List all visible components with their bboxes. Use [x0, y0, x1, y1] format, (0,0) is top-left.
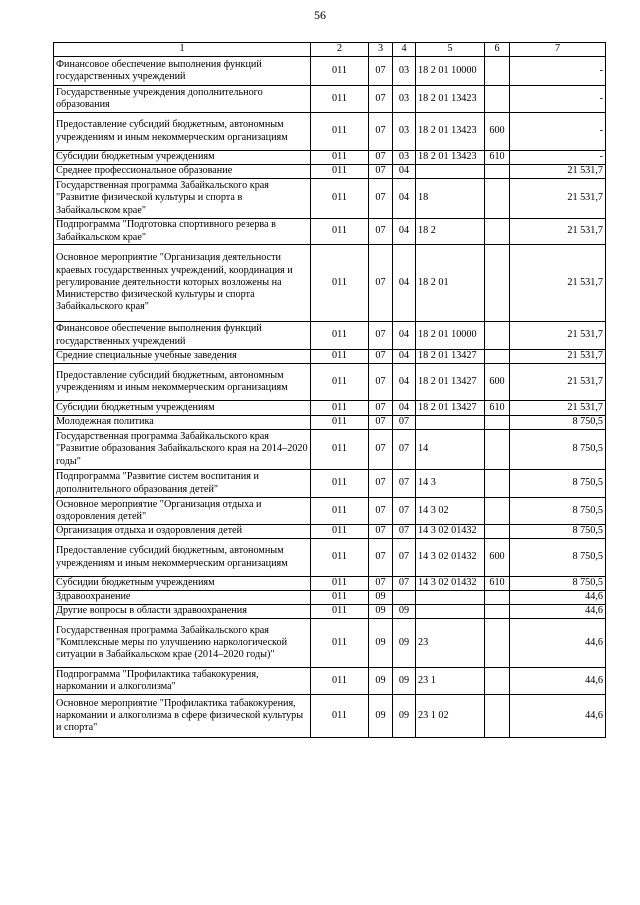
- code-col6-cell: [485, 591, 510, 605]
- column-header: 1: [54, 43, 311, 57]
- table-row: [54, 591, 606, 605]
- code-col4-cell: 03: [393, 113, 416, 151]
- row-name-cell: Финансовое обеспечение выполнения функций государственных учреждений: [54, 322, 311, 350]
- code-col3-cell: 07: [369, 470, 393, 498]
- code-col3-cell: 07: [369, 165, 393, 179]
- amount-cell: 21 531,7: [510, 219, 606, 245]
- code-col3-cell: 07: [369, 430, 393, 470]
- code-col6-cell: [485, 86, 510, 113]
- code-col4-cell: 07: [393, 539, 416, 577]
- code-col2-cell: 011: [311, 364, 369, 401]
- code-col3-cell: 09: [369, 605, 393, 619]
- amount-cell: -: [510, 113, 606, 151]
- code-col5-cell: 23: [416, 619, 485, 668]
- table-row: [54, 470, 606, 498]
- amount-cell: 8 750,5: [510, 470, 606, 498]
- code-col5-cell: 18 2 01 13423: [416, 113, 485, 151]
- code-col2-cell: 011: [311, 151, 369, 165]
- amount-cell: 21 531,7: [510, 165, 606, 179]
- code-col4-cell: 04: [393, 350, 416, 364]
- row-name-cell: Основное мероприятие "Организация деятельности краевых государственных учреждений, координация и регулирование деятельности которых возложены на Министерство физической культуры и спорта Забайкальского края": [54, 245, 311, 322]
- table-row: [54, 219, 606, 245]
- table-row: [54, 619, 606, 668]
- code-col2-cell: 011: [311, 695, 369, 738]
- code-col5-cell: 18 2 01 10000: [416, 57, 485, 86]
- table-row: [54, 430, 606, 470]
- code-col2-cell: 011: [311, 539, 369, 577]
- amount-cell: 44,6: [510, 591, 606, 605]
- amount-cell: 44,6: [510, 619, 606, 668]
- code-col4-cell: 03: [393, 151, 416, 165]
- code-col5-cell: 18 2 01 13427: [416, 350, 485, 364]
- code-col4-cell: 04: [393, 364, 416, 401]
- column-header: 7: [510, 43, 606, 57]
- code-col3-cell: 07: [369, 416, 393, 430]
- code-col5-cell: 14 3 02 01432: [416, 577, 485, 591]
- code-col4-cell: 04: [393, 165, 416, 179]
- code-col6-cell: 600: [485, 539, 510, 577]
- code-col4-cell: 07: [393, 577, 416, 591]
- code-col2-cell: 011: [311, 619, 369, 668]
- table-row: [54, 416, 606, 430]
- code-col3-cell: 07: [369, 151, 393, 165]
- code-col6-cell: [485, 57, 510, 86]
- table-row: [54, 350, 606, 364]
- code-col3-cell: 07: [369, 350, 393, 364]
- code-col4-cell: 09: [393, 619, 416, 668]
- code-col2-cell: 011: [311, 605, 369, 619]
- code-col6-cell: [485, 619, 510, 668]
- table-row: [54, 401, 606, 416]
- code-col6-cell: [485, 430, 510, 470]
- code-col2-cell: 011: [311, 525, 369, 539]
- amount-cell: 8 750,5: [510, 525, 606, 539]
- code-col6-cell: [485, 470, 510, 498]
- amount-cell: -: [510, 57, 606, 86]
- code-col3-cell: 09: [369, 695, 393, 738]
- row-name-cell: Подпрограмма "Подготовка спортивного резерва в Забайкальском крае": [54, 219, 311, 245]
- code-col2-cell: 011: [311, 470, 369, 498]
- row-name-cell: Основное мероприятие "Организация отдыха и оздоровления детей": [54, 498, 311, 525]
- code-col2-cell: 011: [311, 113, 369, 151]
- row-name-cell: Субсидии бюджетным учреждениям: [54, 577, 311, 591]
- code-col3-cell: 09: [369, 591, 393, 605]
- code-col2-cell: 011: [311, 165, 369, 179]
- table-row: [54, 605, 606, 619]
- row-name-cell: Финансовое обеспечение выполнения функций государственных учреждений: [54, 57, 311, 86]
- row-name-cell: Подпрограмма "Развитие систем воспитания и дополнительного образования детей": [54, 470, 311, 498]
- code-col3-cell: 07: [369, 577, 393, 591]
- code-col4-cell: 07: [393, 525, 416, 539]
- row-name-cell: Государственная программа Забайкальского края "Развитие физической культуры и спорта в Забайкальском крае": [54, 179, 311, 219]
- row-name-cell: Среднее профессиональное образование: [54, 165, 311, 179]
- code-col4-cell: 03: [393, 57, 416, 86]
- code-col5-cell: 14 3 02 01432: [416, 539, 485, 577]
- code-col6-cell: 610: [485, 151, 510, 165]
- table-row: [54, 86, 606, 113]
- row-name-cell: Предоставление субсидий бюджетным, автономным учреждениям и иным некоммерческим организациям: [54, 364, 311, 401]
- amount-cell: 44,6: [510, 695, 606, 738]
- code-col3-cell: 07: [369, 539, 393, 577]
- table-row: [54, 245, 606, 322]
- code-col2-cell: 011: [311, 401, 369, 416]
- column-header: 3: [369, 43, 393, 57]
- code-col5-cell: [416, 591, 485, 605]
- code-col3-cell: 07: [369, 57, 393, 86]
- code-col6-cell: [485, 219, 510, 245]
- code-col4-cell: 04: [393, 245, 416, 322]
- code-col6-cell: [485, 498, 510, 525]
- code-col5-cell: [416, 416, 485, 430]
- amount-cell: -: [510, 151, 606, 165]
- table-row: [54, 525, 606, 539]
- code-col6-cell: [485, 668, 510, 695]
- code-col2-cell: 011: [311, 416, 369, 430]
- code-col6-cell: [485, 165, 510, 179]
- table-row: [54, 165, 606, 179]
- code-col5-cell: 18 2 01 10000: [416, 322, 485, 350]
- code-col4-cell: 07: [393, 416, 416, 430]
- column-header: 6: [485, 43, 510, 57]
- code-col4-cell: 09: [393, 695, 416, 738]
- row-name-cell: Здравоохранение: [54, 591, 311, 605]
- code-col3-cell: 07: [369, 364, 393, 401]
- code-col2-cell: 011: [311, 219, 369, 245]
- row-name-cell: Молодежная политика: [54, 416, 311, 430]
- code-col2-cell: 011: [311, 179, 369, 219]
- code-col3-cell: 09: [369, 619, 393, 668]
- code-col3-cell: 09: [369, 668, 393, 695]
- row-name-cell: Основное мероприятие "Профилактика табакокурения, наркомании и алкоголизма в сфере физической культуры и спорта": [54, 695, 311, 738]
- budget-table: [53, 42, 606, 738]
- code-col4-cell: 04: [393, 401, 416, 416]
- code-col5-cell: [416, 165, 485, 179]
- code-col6-cell: 610: [485, 401, 510, 416]
- code-col4-cell: 04: [393, 219, 416, 245]
- table-header-row: [54, 43, 606, 57]
- table-row: [54, 151, 606, 165]
- row-name-cell: Предоставление субсидий бюджетным, автономным учреждениям и иным некоммерческим организациям: [54, 113, 311, 151]
- code-col3-cell: 07: [369, 219, 393, 245]
- table-row: [54, 668, 606, 695]
- table-row: [54, 577, 606, 591]
- code-col2-cell: 011: [311, 668, 369, 695]
- code-col5-cell: 18 2 01: [416, 245, 485, 322]
- amount-cell: 21 531,7: [510, 401, 606, 416]
- code-col3-cell: 07: [369, 86, 393, 113]
- row-name-cell: Предоставление субсидий бюджетным, автономным учреждениям и иным некоммерческим организациям: [54, 539, 311, 577]
- code-col4-cell: 07: [393, 470, 416, 498]
- code-col3-cell: 07: [369, 525, 393, 539]
- code-col2-cell: 011: [311, 498, 369, 525]
- code-col4-cell: 07: [393, 430, 416, 470]
- code-col6-cell: [485, 350, 510, 364]
- code-col6-cell: [485, 525, 510, 539]
- code-col6-cell: 610: [485, 577, 510, 591]
- code-col3-cell: 07: [369, 179, 393, 219]
- table-row: [54, 113, 606, 151]
- code-col2-cell: 011: [311, 350, 369, 364]
- code-col5-cell: 14 3: [416, 470, 485, 498]
- column-header: 2: [311, 43, 369, 57]
- code-col4-cell: 09: [393, 668, 416, 695]
- amount-cell: 8 750,5: [510, 539, 606, 577]
- row-name-cell: Средние специальные учебные заведения: [54, 350, 311, 364]
- code-col2-cell: 011: [311, 577, 369, 591]
- code-col4-cell: 04: [393, 179, 416, 219]
- code-col4-cell: 09: [393, 605, 416, 619]
- table-row: [54, 539, 606, 577]
- code-col6-cell: 600: [485, 364, 510, 401]
- code-col5-cell: 14 3 02: [416, 498, 485, 525]
- page-number: 56: [314, 8, 326, 22]
- code-col6-cell: [485, 245, 510, 322]
- table-row: [54, 364, 606, 401]
- row-name-cell: Субсидии бюджетным учреждениям: [54, 151, 311, 165]
- code-col6-cell: [485, 605, 510, 619]
- code-col5-cell: 18 2 01 13427: [416, 401, 485, 416]
- code-col2-cell: 011: [311, 57, 369, 86]
- code-col4-cell: 04: [393, 322, 416, 350]
- code-col6-cell: [485, 416, 510, 430]
- amount-cell: 21 531,7: [510, 322, 606, 350]
- code-col2-cell: 011: [311, 245, 369, 322]
- code-col4-cell: [393, 591, 416, 605]
- table-row: [54, 695, 606, 738]
- amount-cell: 44,6: [510, 605, 606, 619]
- amount-cell: 8 750,5: [510, 577, 606, 591]
- amount-cell: 21 531,7: [510, 179, 606, 219]
- row-name-cell: Подпрограмма "Профилактика табакокурения, наркомании и алкоголизма": [54, 668, 311, 695]
- code-col6-cell: [485, 179, 510, 219]
- code-col3-cell: 07: [369, 498, 393, 525]
- row-name-cell: Государственная программа Забайкальского края "Комплексные меры по улучшению наркологической ситуации в Забайкальском крае (2014–2020 годы)": [54, 619, 311, 668]
- code-col4-cell: 03: [393, 86, 416, 113]
- amount-cell: 21 531,7: [510, 350, 606, 364]
- amount-cell: 8 750,5: [510, 430, 606, 470]
- code-col6-cell: [485, 322, 510, 350]
- code-col2-cell: 011: [311, 86, 369, 113]
- amount-cell: 8 750,5: [510, 416, 606, 430]
- amount-cell: 44,6: [510, 668, 606, 695]
- code-col5-cell: 14 3 02 01432: [416, 525, 485, 539]
- code-col3-cell: 07: [369, 113, 393, 151]
- code-col5-cell: 18: [416, 179, 485, 219]
- row-name-cell: Субсидии бюджетным учреждениям: [54, 401, 311, 416]
- amount-cell: -: [510, 86, 606, 113]
- code-col5-cell: [416, 605, 485, 619]
- code-col3-cell: 07: [369, 322, 393, 350]
- row-name-cell: Государственные учреждения дополнительного образования: [54, 86, 311, 113]
- code-col4-cell: 07: [393, 498, 416, 525]
- code-col5-cell: 23 1: [416, 668, 485, 695]
- code-col5-cell: 14: [416, 430, 485, 470]
- table-row: [54, 322, 606, 350]
- code-col5-cell: 18 2 01 13423: [416, 151, 485, 165]
- amount-cell: 8 750,5: [510, 498, 606, 525]
- code-col5-cell: 18 2 01 13423: [416, 86, 485, 113]
- code-col6-cell: [485, 695, 510, 738]
- table-row: [54, 179, 606, 219]
- code-col5-cell: 18 2 01 13427: [416, 364, 485, 401]
- amount-cell: 21 531,7: [510, 245, 606, 322]
- code-col5-cell: 18 2: [416, 219, 485, 245]
- column-header: 5: [416, 43, 485, 57]
- code-col2-cell: 011: [311, 322, 369, 350]
- code-col2-cell: 011: [311, 430, 369, 470]
- code-col2-cell: 011: [311, 591, 369, 605]
- code-col3-cell: 07: [369, 245, 393, 322]
- row-name-cell: Государственная программа Забайкальского края "Развитие образования Забайкальского края на 2014–2020 годы": [54, 430, 311, 470]
- code-col3-cell: 07: [369, 401, 393, 416]
- table-row: [54, 57, 606, 86]
- code-col5-cell: 23 1 02: [416, 695, 485, 738]
- row-name-cell: Организация отдыха и оздоровления детей: [54, 525, 311, 539]
- column-header: 4: [393, 43, 416, 57]
- code-col6-cell: 600: [485, 113, 510, 151]
- amount-cell: 21 531,7: [510, 364, 606, 401]
- row-name-cell: Другие вопросы в области здравоохранения: [54, 605, 311, 619]
- table-row: [54, 498, 606, 525]
